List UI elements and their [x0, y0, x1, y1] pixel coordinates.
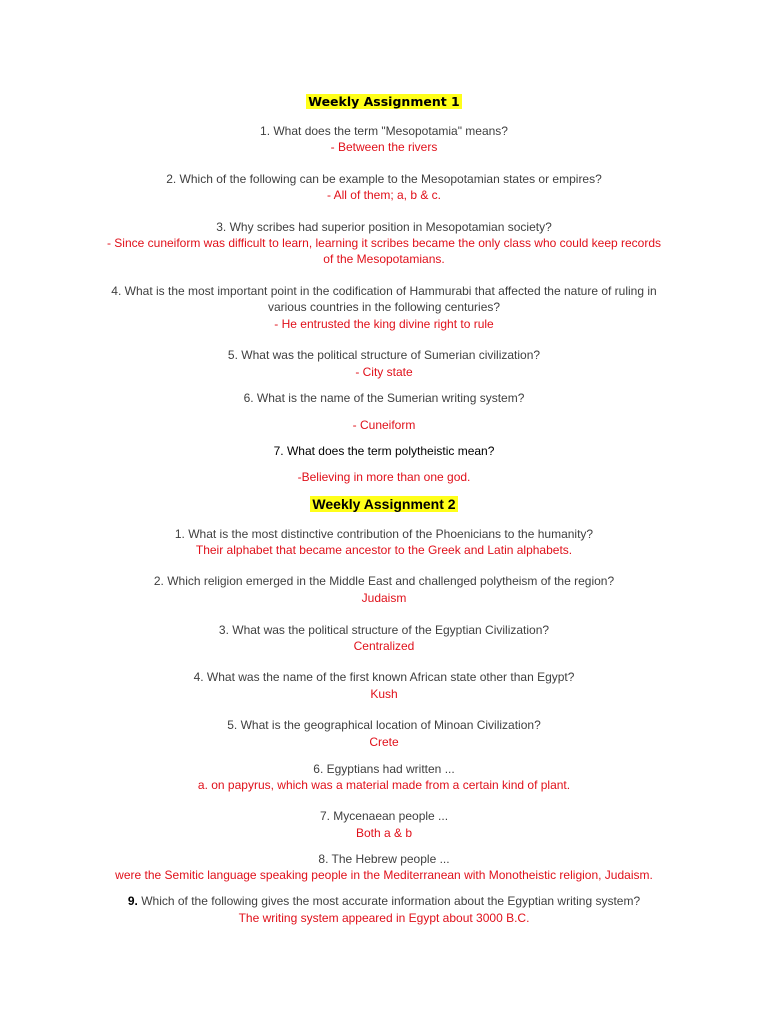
question-1-2: 2. Which of the following can be example to the Mesopotamian states or empires? [166, 172, 602, 186]
answer-2-7: Both a & b [355, 826, 413, 840]
answer-1-4: - He entrusted the king divine right to rule [274, 317, 494, 331]
question-2-4: 4. What was the name of the first known African state other than Egypt? [193, 670, 575, 684]
question-2-9 [20, 893, 748, 909]
question-2-2: 2. Which religion emerged in the Middle East and challenged polytheism of the region? [153, 574, 615, 588]
answer-2-1: Their alphabet that became ancestor to the Greek and Latin alphabets. [195, 543, 573, 557]
question-1-7: 7. What does the term polytheistic mean? [273, 444, 495, 458]
answer-2-2: Judaism [361, 591, 407, 605]
question-2-3: 3. What was the political structure of the Egyptian Civilization? [218, 623, 550, 637]
question-1-3: 3. Why scribes had superior position in Mesopotamian society? [216, 220, 552, 234]
answer-1-3-line-1: - Since cuneiform was difficult to learn, learning it scribes became the only class who could keep records [106, 236, 662, 250]
answer-2-5: Crete [369, 735, 399, 749]
question-1-4-line-2: various countries in the following centuries? [267, 300, 501, 314]
assignment-1-title: Weekly Assignment 1 [308, 94, 460, 109]
question-1-1: 1. What does the term "Mesopotamia" means? [260, 124, 508, 138]
answer-1-5: - City state [355, 365, 413, 379]
assignment-1-heading [0, 94, 768, 109]
assignment-2-heading [0, 496, 768, 512]
answer-2-3: Centralized [353, 639, 415, 653]
answer-2-9: The writing system appeared in Egypt about 3000 B.C. [238, 911, 530, 925]
assignment-2-title: Weekly Assignment 2 [312, 496, 456, 512]
question-2-5: 5. What is the geographical location of Minoan Civilization? [227, 718, 541, 732]
question-2-6: 6. Egyptians had written ... [313, 762, 455, 776]
answer-2-4: Kush [370, 687, 398, 701]
question-2-9-number: 9. [127, 894, 138, 908]
answer-2-6: a. on papyrus, which was a material made from a certain kind of plant. [197, 778, 571, 792]
question-2-9-text: Which of the following gives the most accurate information about the Egyptian writing system? [137, 894, 641, 908]
question-2-1: 1. What is the most distinctive contribution of the Phoenicians to the humanity? [174, 527, 594, 541]
question-1-4-line-1: 4. What is the most important point in the codification of Hammurabi that affected the nature of ruling in [111, 284, 657, 298]
question-1-6: 6. What is the name of the Sumerian writing system? [243, 391, 525, 405]
question-2-8: 8. The Hebrew people ... [318, 852, 450, 866]
answer-2-8: were the Semitic language speaking people in the Mediterranean with Monotheistic religion, Judaism. [115, 868, 653, 882]
answer-1-7: -Believing in more than one god. [297, 470, 471, 484]
answer-1-1: - Between the rivers [330, 140, 438, 154]
answer-1-2: - All of them; a, b & c. [326, 188, 442, 202]
question-1-5: 5. What was the political structure of Sumerian civilization? [227, 348, 541, 362]
question-2-7: 7. Mycenaean people ... [319, 809, 449, 823]
answer-1-6: - Cuneiform [352, 418, 416, 432]
answer-1-3-line-2: of the Mesopotamians. [323, 252, 445, 266]
